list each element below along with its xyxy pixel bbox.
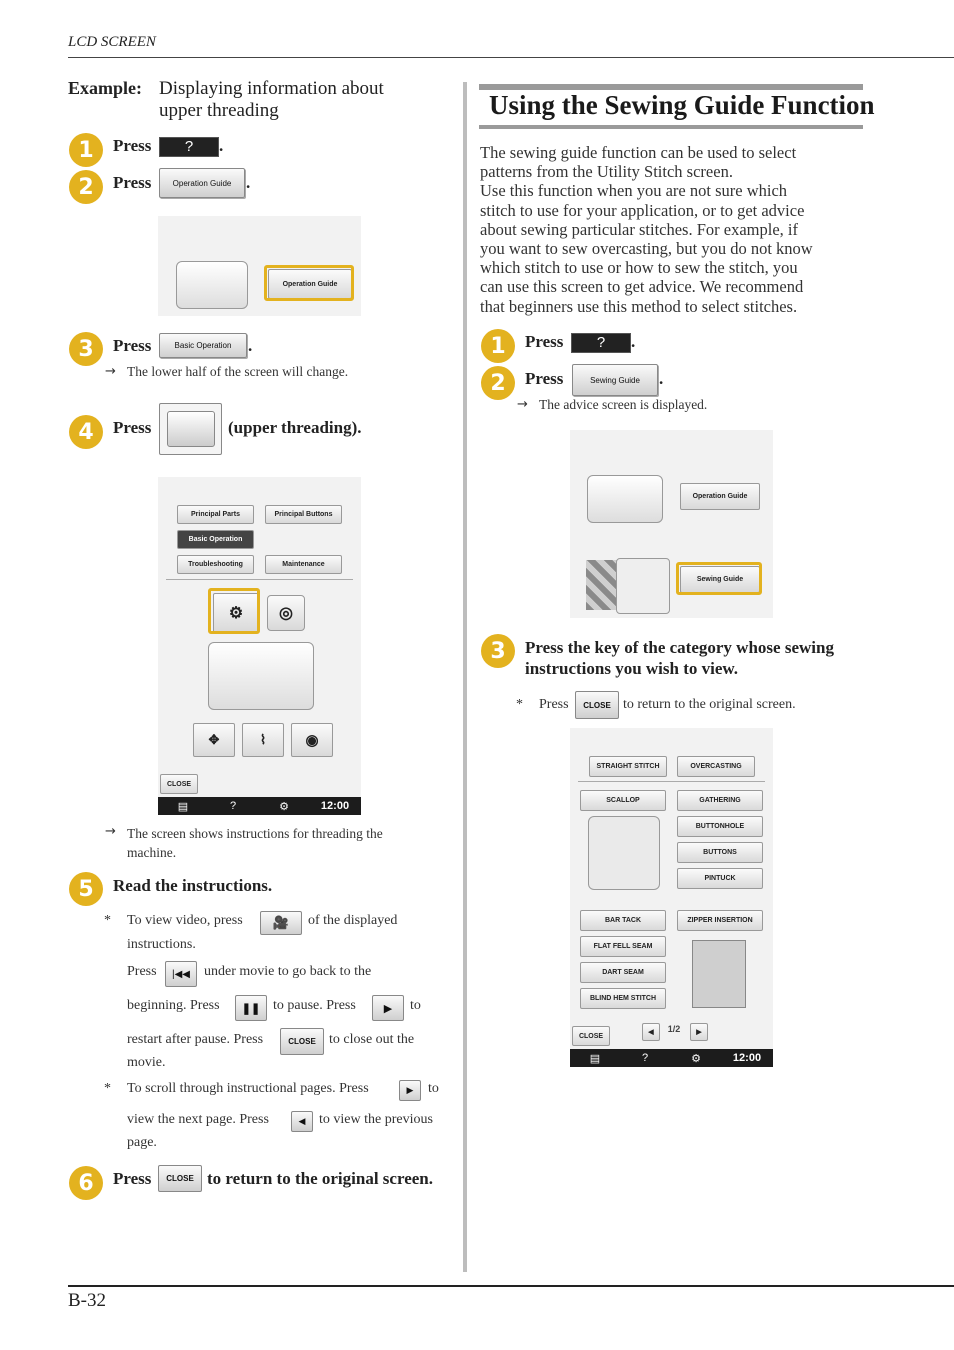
previous-arrow-icon: ◀ (298, 1116, 306, 1126)
clock: 12:00 (320, 800, 350, 812)
step-4-suffix: (upper threading). (228, 418, 362, 437)
right-step-2-dot: . (659, 369, 664, 388)
close-button[interactable]: CLOSE (160, 774, 198, 794)
next-arrow-icon: ▶ (406, 1085, 414, 1095)
right-note-press: Press (539, 697, 569, 712)
highlight-frame (264, 265, 354, 301)
threading-machine-icon (167, 411, 215, 447)
step-2-badge: 2 (69, 170, 103, 204)
play-key[interactable] (372, 995, 404, 1021)
note-scroll-a: To scroll through instructional pages. Press (127, 1081, 369, 1096)
pause-key[interactable] (235, 995, 267, 1021)
step-1-badge: 1 (69, 133, 103, 167)
note-pause-c: to (410, 998, 421, 1013)
step-6-text: Press (113, 1169, 152, 1188)
sewing-machine-icon (587, 475, 663, 523)
step-2-dot: . (246, 173, 251, 192)
highlight-frame (676, 562, 762, 595)
bobbin-case-button[interactable] (291, 723, 333, 757)
example-heading: Displaying information about upper threading (159, 78, 384, 121)
intro-paragraph: The sewing guide function can be used to select patterns from the Utility Stitch screen. Use this function when you are not sure which stitch to use for your application, or to get advice about sewing particular stitches. For example, if you want to sew overcasting, but you do not know which stitch to use or how to sew the stitch, you can use this screen to get advice. We recommend that beginners use this method to select stitches. (480, 143, 813, 316)
straight-stitch-button[interactable]: STRAIGHT STITCH (589, 756, 667, 777)
screen-divider (578, 781, 765, 782)
skirt-illustration (692, 940, 746, 1008)
step-3-text: Press (113, 336, 152, 355)
sewing-guide-button[interactable]: Sewing Guide (680, 566, 760, 593)
blind-hem-stitch-button[interactable]: BLIND HEM STITCH (580, 988, 666, 1009)
note-rewind-a: Press (127, 964, 157, 979)
note-pause-a: beginning. Press (127, 998, 220, 1013)
right-step-3-text: Press the key of the category whose sewing instructions you wish to view. (525, 638, 834, 678)
note-close-a: restart after pause. Press (127, 1032, 264, 1047)
note-prev-c: page. (127, 1135, 157, 1150)
settings-icon[interactable]: ⚙ (691, 1052, 701, 1065)
note-close-c: movie. (127, 1055, 166, 1070)
principal-buttons-button[interactable]: Principal Buttons (265, 505, 342, 524)
video-camera-icon: 🎥 (272, 915, 290, 930)
shirt-illustration (616, 558, 670, 614)
step-4-text: Press (113, 418, 152, 437)
next-arrow-icon: ▶ (696, 1029, 702, 1036)
gathering-button[interactable]: GATHERING (677, 790, 763, 811)
pause-icon: ❚❚ (241, 1002, 261, 1015)
note-pause-b: to pause. Press (273, 998, 356, 1013)
previous-arrow-icon: ◀ (648, 1029, 654, 1036)
presser-foot-icon: ⌇ (259, 732, 267, 747)
operation-guide-button[interactable]: Operation Guide (680, 483, 760, 510)
close-movie-key[interactable]: CLOSE (280, 1028, 324, 1055)
lcd-screen-operation-guide (158, 216, 361, 316)
previous-page-key[interactable] (291, 1111, 313, 1132)
troubleshooting-button[interactable]: Troubleshooting (177, 555, 254, 574)
upper-threading-key[interactable] (159, 403, 222, 455)
note-scroll-b: to (428, 1081, 439, 1096)
zipper-insertion-button[interactable]: ZIPPER INSERTION (677, 910, 763, 931)
page-indicator: 1/2 (667, 1024, 681, 1034)
rewind-key[interactable] (165, 961, 197, 987)
close-key[interactable]: CLOSE (575, 691, 619, 719)
highlight-frame (208, 588, 260, 634)
operation-guide-button[interactable]: Operation Guide (268, 269, 352, 299)
right-step-1-dot: . (631, 332, 636, 351)
step-6-badge: 6 (69, 1166, 103, 1200)
next-page-key[interactable] (399, 1080, 421, 1101)
sewing-guide-key[interactable]: Sewing Guide (572, 364, 658, 396)
buttons-button[interactable]: BUTTONS (677, 842, 763, 863)
threading-icon: ⚙ (228, 605, 244, 622)
manual-icon[interactable]: ▤ (177, 800, 189, 813)
operation-guide-key[interactable]: Operation Guide (159, 168, 245, 198)
status-bar (158, 797, 361, 815)
step-5-badge: 5 (69, 872, 103, 906)
basic-operation-button[interactable]: Basic Operation (177, 530, 254, 549)
result-arrow: → (517, 397, 528, 412)
lcd-screen-guide-menu (570, 430, 773, 618)
status-bar (570, 1049, 773, 1067)
next-page-button[interactable] (690, 1023, 708, 1041)
right-step-2-text: Press (525, 369, 564, 388)
flat-fell-seam-button[interactable]: FLAT FELL SEAM (580, 936, 666, 957)
settings-icon[interactable]: ⚙ (279, 800, 289, 813)
close-key[interactable]: CLOSE (158, 1165, 202, 1192)
bobbin-winding-button[interactable] (267, 595, 305, 631)
help-key[interactable]: ? (571, 333, 631, 353)
bar-tack-button[interactable]: BAR TACK (580, 910, 666, 931)
screen-divider (166, 579, 353, 580)
step-1-text: Press (113, 136, 152, 155)
bobbin-icon: ◎ (279, 605, 293, 622)
right-step-1-text: Press (525, 332, 564, 351)
title-rule-bottom (479, 125, 863, 129)
needle-icon: ✥ (208, 732, 220, 747)
page-number: B-32 (68, 1290, 106, 1311)
note-video-a: To view video, press (127, 913, 243, 928)
step-2-text: Press (113, 173, 152, 192)
right-note-suffix: to return to the original screen. (623, 697, 796, 712)
note-close-b: to close out the (329, 1032, 415, 1047)
play-icon: ▶ (383, 1002, 393, 1015)
step-3-note: The lower half of the screen will change. (127, 364, 349, 379)
result-arrow: → (105, 364, 116, 379)
example-label: Example: (68, 78, 142, 98)
help-icon[interactable]: ? (229, 800, 237, 812)
bullet-star: * (104, 913, 111, 928)
clock: 12:00 (732, 1052, 762, 1064)
shirt-illustration (588, 816, 660, 890)
manual-icon[interactable]: ▤ (589, 1052, 601, 1065)
running-header: LCD SCREEN (68, 34, 156, 50)
note-prev-a: view the next page. Press (127, 1112, 269, 1127)
step-1-dot: . (219, 136, 224, 155)
right-step-2-badge: 2 (481, 366, 515, 400)
lcd-screen-sewing-categories (570, 728, 773, 1067)
presser-foot-button[interactable] (242, 723, 284, 757)
note-rewind-b: under movie to go back to the (204, 964, 372, 979)
pintuck-button[interactable]: PINTUCK (677, 868, 763, 889)
sewing-machine-illustration (208, 642, 314, 710)
section-title: Using the Sewing Guide Function (489, 90, 875, 120)
scallop-button[interactable]: SCALLOP (580, 790, 666, 811)
note-video-b: of the displayed (308, 913, 398, 928)
result-arrow: → (105, 824, 116, 839)
step-4-badge: 4 (69, 415, 103, 449)
note-video-c: instructions. (127, 937, 196, 952)
sewing-machine-icon (176, 261, 248, 309)
step-6-suffix: to return to the original screen. (207, 1169, 433, 1188)
principal-parts-button[interactable]: Principal Parts (177, 505, 254, 524)
footer-rule (68, 1285, 954, 1287)
step-3-dot: . (248, 336, 253, 355)
right-step-3-badge: 3 (481, 634, 515, 668)
note-prev-b: to view the previous (319, 1112, 433, 1127)
previous-page-button[interactable] (642, 1023, 660, 1041)
header-rule (68, 57, 954, 58)
help-icon[interactable]: ? (641, 1052, 649, 1064)
lcd-screen-basic-operation (158, 477, 361, 815)
step-3-badge: 3 (69, 332, 103, 366)
bobbin-case-icon: ◉ (305, 732, 319, 749)
dart-seam-button[interactable]: DART SEAM (580, 962, 666, 983)
column-divider (463, 82, 467, 1272)
right-step-2-note: The advice screen is displayed. (539, 397, 708, 412)
step-5-text: Read the instructions. (113, 876, 273, 895)
rewind-icon: |◀◀ (172, 968, 190, 980)
maintenance-button[interactable]: Maintenance (265, 555, 342, 574)
video-key[interactable] (260, 911, 302, 935)
step-4-note: The screen shows instructions for threading the machine. (127, 826, 383, 860)
close-button[interactable]: CLOSE (572, 1026, 610, 1046)
overcasting-button[interactable]: OVERCASTING (677, 756, 755, 777)
needle-threading-button[interactable] (193, 723, 235, 757)
bullet-star: * (104, 1081, 111, 1096)
buttonhole-button[interactable]: BUTTONHOLE (677, 816, 763, 837)
bullet-star: * (516, 697, 523, 712)
basic-operation-key[interactable]: Basic Operation (159, 333, 247, 358)
help-key[interactable]: ? (159, 137, 219, 157)
right-step-1-badge: 1 (481, 329, 515, 363)
